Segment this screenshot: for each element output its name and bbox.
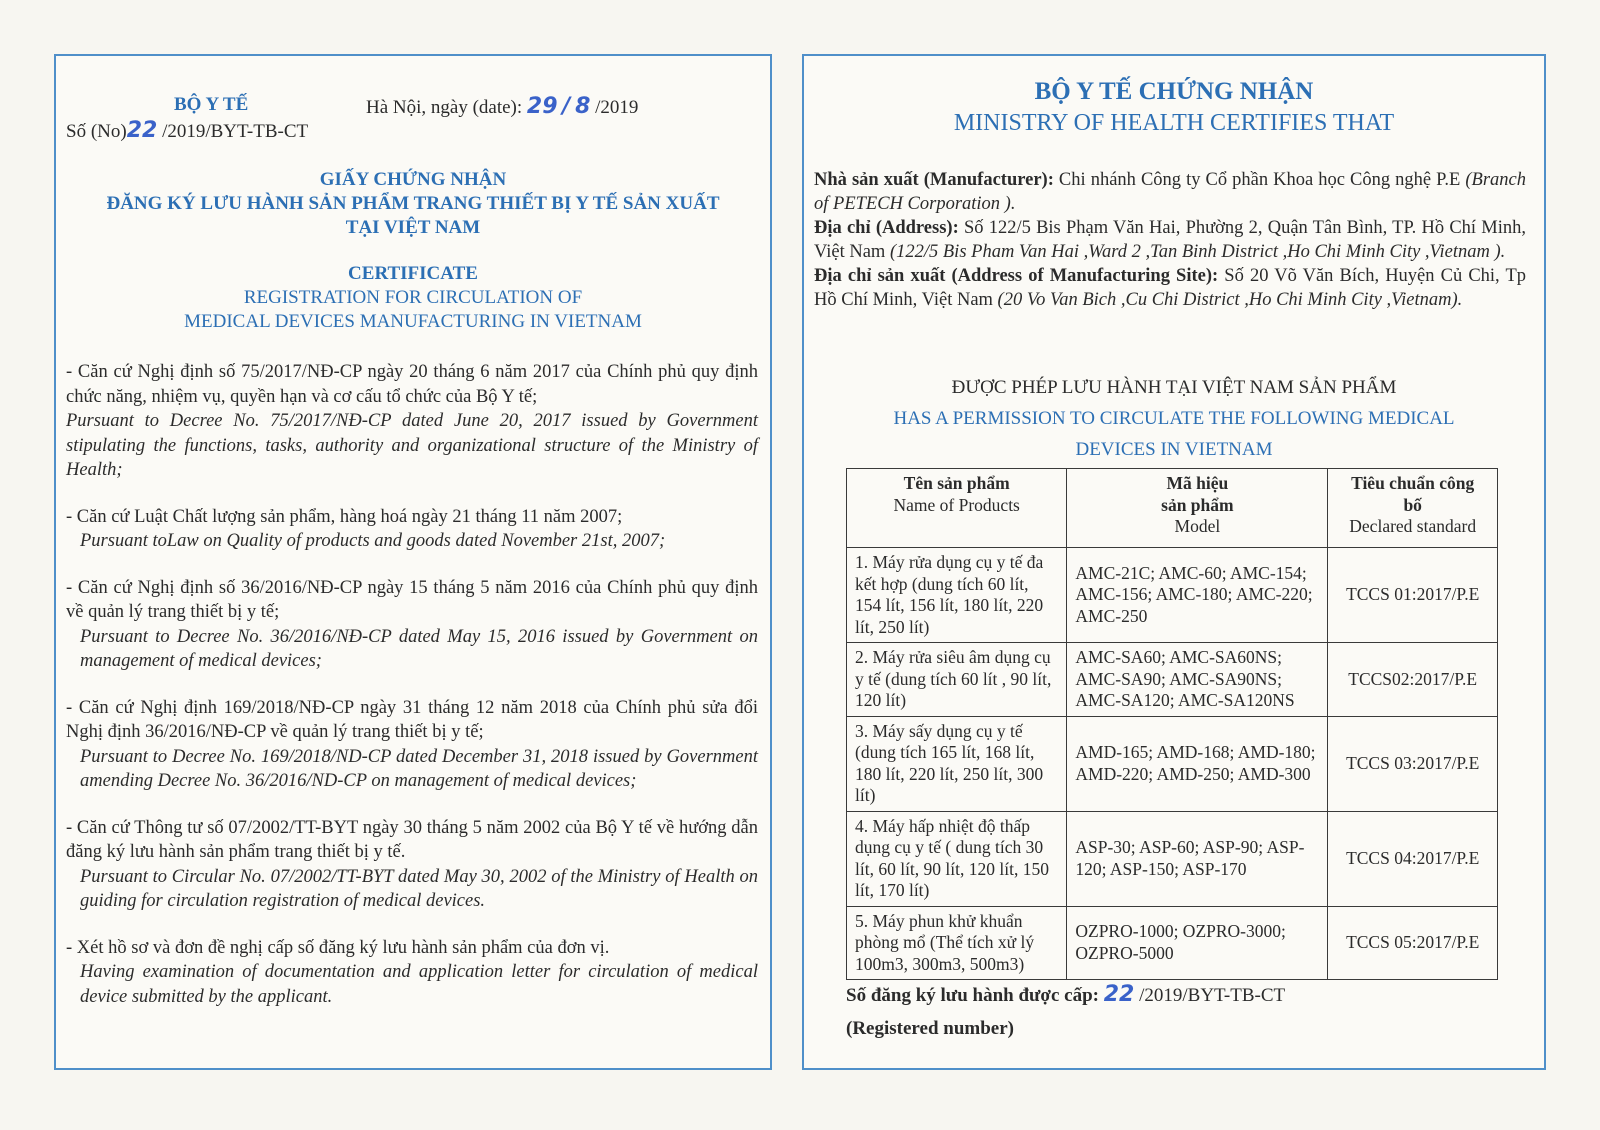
- number-value: 22: [126, 118, 158, 143]
- legal-paragraph: [66, 936, 758, 1010]
- date-separator: /: [562, 94, 571, 119]
- paragraph-en: Pursuant to Decree No. 36/2016/NĐ-CP dated May 15, 2016 issued by Government on management of medical devices;: [80, 626, 758, 671]
- site-vn: Số 20 Võ Văn Bích, Huyện Củ Chi, Tp Hồ Chí Minh, Việt Nam: [814, 266, 1526, 310]
- title-en-2: REGISTRATION FOR CIRCULATION OF: [243, 287, 583, 308]
- registered-number-en: (Registered number): [846, 1018, 1014, 1039]
- manufacturer-info: [814, 168, 1526, 312]
- address-label: Địa chỉ (Address):: [814, 218, 959, 238]
- product-name: 2. Máy rửa siêu âm dụng cụ y tế (dung tích 60 lít , 90 lít, 120 lít): [847, 643, 1067, 717]
- title-en-1: CERTIFICATE: [348, 263, 478, 284]
- title-vn-1: GIẤY CHỨNG NHẬN: [319, 169, 507, 190]
- manufacturer-label: Nhà sản xuất (Manufacturer):: [814, 170, 1054, 190]
- legal-paragraph: [66, 505, 758, 554]
- reg-suffix: /2019/BYT-TB-CT: [1139, 985, 1286, 1006]
- legal-paragraph: [66, 816, 758, 914]
- products-table: [846, 468, 1498, 980]
- product-standard: TCCS 05:2017/P.E: [1328, 906, 1498, 980]
- header-std-vn-2: bố: [1403, 494, 1422, 515]
- header-block: [66, 94, 766, 154]
- manufacturer-line: [814, 168, 1526, 216]
- table-row: [847, 716, 1498, 811]
- product-standard: TCCS 01:2017/P.E: [1328, 548, 1498, 643]
- product-name: 1. Máy rửa dụng cụ y tế đa kết hợp (dung tích 60 lít, 154 lít, 156 lít, 180 lít, 220 lít, 250 lít): [847, 548, 1067, 643]
- registration-number: [846, 982, 1285, 1007]
- header-std-vn-1: Tiêu chuẩn công: [1351, 473, 1475, 493]
- product-name: 3. Máy sấy dụng cụ y tế (dung tích 165 lít, 168 lít, 180 lít, 220 lít, 250 lít, 300 lít): [847, 716, 1067, 811]
- issue-date: [366, 94, 638, 119]
- address-vn: Số 122/5 Bis Phạm Văn Hai, Phường 2, Quận Tân Bình, TP. Hồ Chí Minh, Việt Nam: [814, 218, 1527, 262]
- reg-value: 22: [1103, 982, 1135, 1007]
- paragraph-en: Pursuant to Decree No. 75/2017/NĐ-CP dated June 20, 2017 issued by Government stipulating the functions, tasks, authority and organizational structure of the Ministry of Health;: [66, 411, 758, 480]
- document-number: [66, 118, 308, 143]
- title-vn-3: TẠI VIỆT NAM: [345, 217, 481, 238]
- header-name: [847, 469, 1067, 548]
- permission-en-2: DEVICES IN VIETNAM: [1075, 439, 1273, 460]
- paragraph-en: Pursuant to Circular No. 07/2002/TT-BYT dated May 30, 2002 of the Ministry of Health on guiding for circulation registration of medical devices.: [80, 866, 758, 911]
- product-name: 4. Máy hấp nhiệt độ thấp dụng cụ y tế ( dung tích 30 lít, 60 lít, 90 lít, 120 lít, 150 lít, 170 lít): [847, 811, 1067, 906]
- product-standard: TCCS 03:2017/P.E: [1328, 716, 1498, 811]
- certifies-title: [804, 78, 1544, 137]
- site-line: [814, 264, 1526, 312]
- permission-statement: [804, 372, 1544, 465]
- product-name: 5. Máy phun khử khuẩn phòng mổ (Thể tích xử lý 100m3, 300m3, 500m3): [847, 906, 1067, 980]
- ministry-name: BỘ Y TẾ: [174, 94, 249, 115]
- title-vn-2: ĐĂNG KÝ LƯU HÀNH SẢN PHẨM TRANG THIẾT BỊ Y TẾ SẢN XUẤT: [106, 193, 720, 214]
- permission-vn: ĐƯỢC PHÉP LƯU HÀNH TẠI VIỆT NAM SẢN PHẨM: [951, 377, 1397, 398]
- header-name-en: Name of Products: [893, 494, 1020, 515]
- title-en-3: MEDICAL DEVICES MANUFACTURING IN VIETNAM: [184, 311, 642, 332]
- header-std-en: Declared standard: [1349, 516, 1477, 536]
- title-en: MINISTRY OF HEALTH CERTIFIES THAT: [953, 110, 1395, 136]
- table-header-row: [847, 469, 1498, 548]
- table-row: [847, 643, 1498, 717]
- permission-en-1: HAS A PERMISSION TO CIRCULATE THE FOLLOWING MEDICAL: [893, 408, 1455, 429]
- date-day: 29: [526, 94, 558, 119]
- legal-paragraph: [66, 576, 758, 674]
- header-model-vn-2: sản phẩm: [1161, 494, 1234, 515]
- legal-basis: [66, 360, 758, 1031]
- header-model-vn-1: Mã hiệu: [1166, 473, 1229, 493]
- date-prefix: Hà Nội, ngày (date):: [366, 97, 523, 118]
- manufacturer-en: (Branch of PETECH Corporation ).: [814, 170, 1527, 214]
- address-en: (122/5 Bis Pham Van Hai ,Ward 2 ,Tan Binh District ,Ho Chi Minh City ,Vietnam ).: [889, 242, 1506, 262]
- certificate-left-panel: [54, 54, 772, 1070]
- certificate-titles: [56, 168, 770, 334]
- product-model: AMC-21C; AMC-60; AMC-154; AMC-156; AMC-180; AMC-220; AMC-250: [1067, 548, 1328, 643]
- paragraph-vn: - Căn cứ Nghị định số 75/2017/NĐ-CP ngày 20 tháng 6 năm 2017 của Chính phủ quy định chức năng, nhiệm vụ, quyền hạn và cơ cấu tổ chức của Bộ Y tế;: [66, 362, 758, 407]
- title-vn: BỘ Y TẾ CHỨNG NHẬN: [1034, 78, 1314, 105]
- product-model: AMC-SA60; AMC-SA60NS; AMC-SA90; AMC-SA90NS; AMC-SA120; AMC-SA120NS: [1067, 643, 1328, 717]
- table-row: [847, 548, 1498, 643]
- paragraph-vn: - Căn cứ Nghị định 169/2018/NĐ-CP ngày 31 tháng 12 năm 2018 của Chính phủ sửa đổi Nghị định 36/2016/NĐ-CP về quản lý trang thiết bị y tế;: [66, 697, 758, 742]
- site-label: Địa chỉ sản xuất (Address of Manufacturing Site):: [814, 266, 1219, 286]
- product-model: ASP-30; ASP-60; ASP-90; ASP-120; ASP-150; ASP-170: [1067, 811, 1328, 906]
- certificate-right-panel: [802, 54, 1546, 1070]
- paragraph-en: Pursuant toLaw on Quality of products and goods dated November 21st, 2007;: [80, 531, 666, 551]
- paragraph-vn: - Căn cứ Thông tư số 07/2002/TT-BYT ngày 30 tháng 5 năm 2002 của Bộ Y tế về hướng dẫn đăng ký lưu hành sản phẩm trang thiết bị y tế.: [66, 817, 758, 862]
- paragraph-vn: - Xét hồ sơ và đơn đề nghị cấp số đăng ký lưu hành sản phẩm của đơn vị.: [66, 937, 610, 958]
- header-standard: [1328, 469, 1498, 548]
- manufacturer-vn: Chi nhánh Công ty Cổ phần Khoa học Công nghệ P.E: [1058, 170, 1461, 190]
- header-model: [1067, 469, 1328, 548]
- number-prefix: Số (No): [66, 121, 127, 142]
- reg-label: Số đăng ký lưu hành được cấp:: [846, 985, 1099, 1006]
- product-model: AMD-165; AMD-168; AMD-180; AMD-220; AMD-250; AMD-300: [1067, 716, 1328, 811]
- table-row: [847, 906, 1498, 980]
- paragraph-en: Having examination of documentation and application letter for circulation of medical device submitted by the applicant.: [80, 962, 758, 1007]
- product-standard: TCCS02:2017/P.E: [1328, 643, 1498, 717]
- address-line: [814, 216, 1526, 264]
- header-model-en: Model: [1174, 516, 1221, 536]
- paragraph-en: Pursuant to Decree No. 169/2018/ND-CP dated December 31, 2018 issued by Government amending Decree No. 36/2016/ND-CP on management of medical devices;: [80, 746, 758, 791]
- number-suffix: /2019/BYT-TB-CT: [162, 121, 309, 142]
- legal-paragraph: [66, 360, 758, 483]
- paragraph-vn: - Căn cứ Nghị định số 36/2016/NĐ-CP ngày 15 tháng 5 năm 2016 của Chính phủ quy định về quản lý trang thiết bị y tế;: [66, 577, 758, 622]
- product-model: OZPRO-1000; OZPRO-3000; OZPRO-5000: [1067, 906, 1328, 980]
- product-standard: TCCS 04:2017/P.E: [1328, 811, 1498, 906]
- table-row: [847, 811, 1498, 906]
- header-name-vn: Tên sản phẩm: [903, 473, 1010, 493]
- site-en: (20 Vo Van Bich ,Cu Chi District ,Ho Chi Minh City ,Vietnam).: [997, 290, 1463, 310]
- legal-paragraph: [66, 696, 758, 794]
- date-year: /2019: [595, 97, 639, 118]
- paragraph-vn: - Căn cứ Luật Chất lượng sản phẩm, hàng hoá ngày 21 tháng 11 năm 2007;: [66, 506, 623, 527]
- date-month: 8: [575, 94, 591, 119]
